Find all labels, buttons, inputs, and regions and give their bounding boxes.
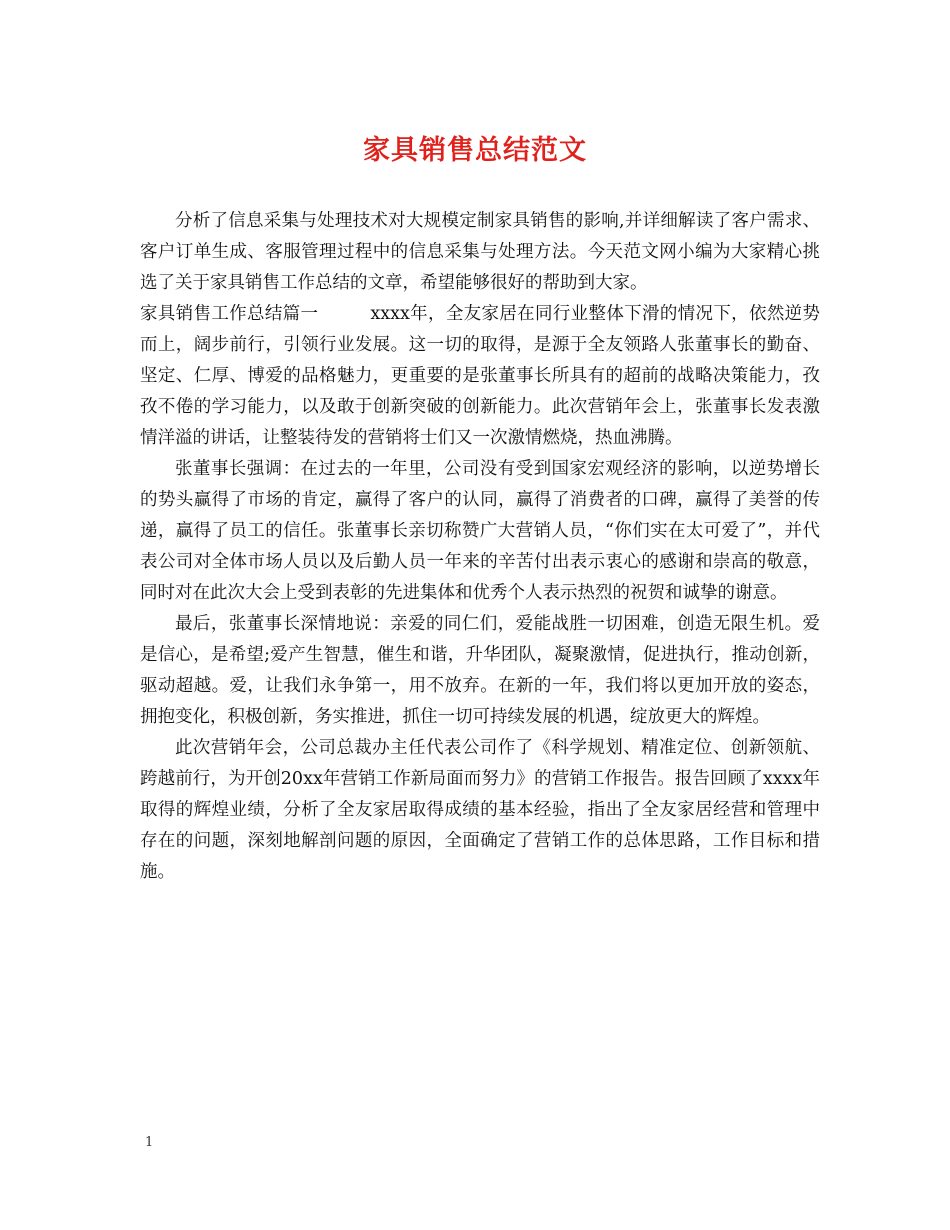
body-paragraph: 张董事长强调：在过去的一年里，公司没有受到国家宏观经济的影响，以逆势增长的势头赢得了市场的肯定，赢得了客户的认同，赢得了消费者的口碑，赢得了美誉的传递，赢得了员工的信任。张董事长亲切称赞广大营销人员，“你们实在太可爱了”，并代表公司对全体市场人员以及后勤人员一年来的辛苦付出表示衷心的感谢和崇高的敬意，同时对在此次大会上受到表彰的先进集体和优秀个人表示热烈的祝贺和诚挚的谢意。	[140, 459, 820, 603]
section-text: xxxx年，全友家居在同行业整体下滑的情况下，依然逆势而上，阔步前行，引领行业发展。这一切的取得，是源于全友领路人张董事长的勤奋、坚定、仁厚、博爱的品格魅力，更重要的是张董事长所具有的超前的战略决策能力，孜孜不倦的学习能力，以及敢于创新突破的创新能力。此次营销年会上，张董事长发表激情洋溢的讲话，让整装待发的营销将士们又一次激情燃烧，热血沸腾。	[140, 304, 820, 448]
body-paragraph: 最后，张董事长深情地说：亲爱的同仁们，爱能战胜一切困难，创造无限生机。爱是信心，是希望;爱产生智慧，催生和谐，升华团队，凝聚激情，促进执行，推动创新，驱动超越。爱，让我们永争第一，用不放弃。在新的一年，我们将以更加开放的姿态，拥抱变化，积极创新，务实推进，抓住一切可持续发展的机遇，绽放更大的辉煌。	[140, 614, 820, 727]
document-title: 家具销售总结范文	[363, 135, 587, 166]
section-paragraph	[140, 299, 820, 454]
section-heading: 家具销售工作总结篇一	[140, 304, 319, 324]
page-number: 1	[145, 1135, 154, 1150]
body-paragraph: 此次营销年会，公司总裁办主任代表公司作了《科学规划、精准定位、创新领航、跨越前行，为开创20xx年营销工作新局面而努力》的营销工作报告。报告回顾了xxxx年取得的辉煌业绩，分析了全友家居取得成绩的基本经验，指出了全友家居经营和管理中存在的问题，深刻地解剖问题的原因，全面确定了营销工作的总体思路，工作目标和措施。	[140, 738, 820, 882]
document-body	[140, 206, 820, 888]
intro-paragraph: 分析了信息采集与处理技术对大规模定制家具销售的影响,并详细解读了客户需求、客户订单生成、客服管理过程中的信息采集与处理方法。今天范文网小编为大家精心挑选了关于家具销售工作总结的文章，希望能够很好的帮助到大家。	[140, 211, 820, 293]
